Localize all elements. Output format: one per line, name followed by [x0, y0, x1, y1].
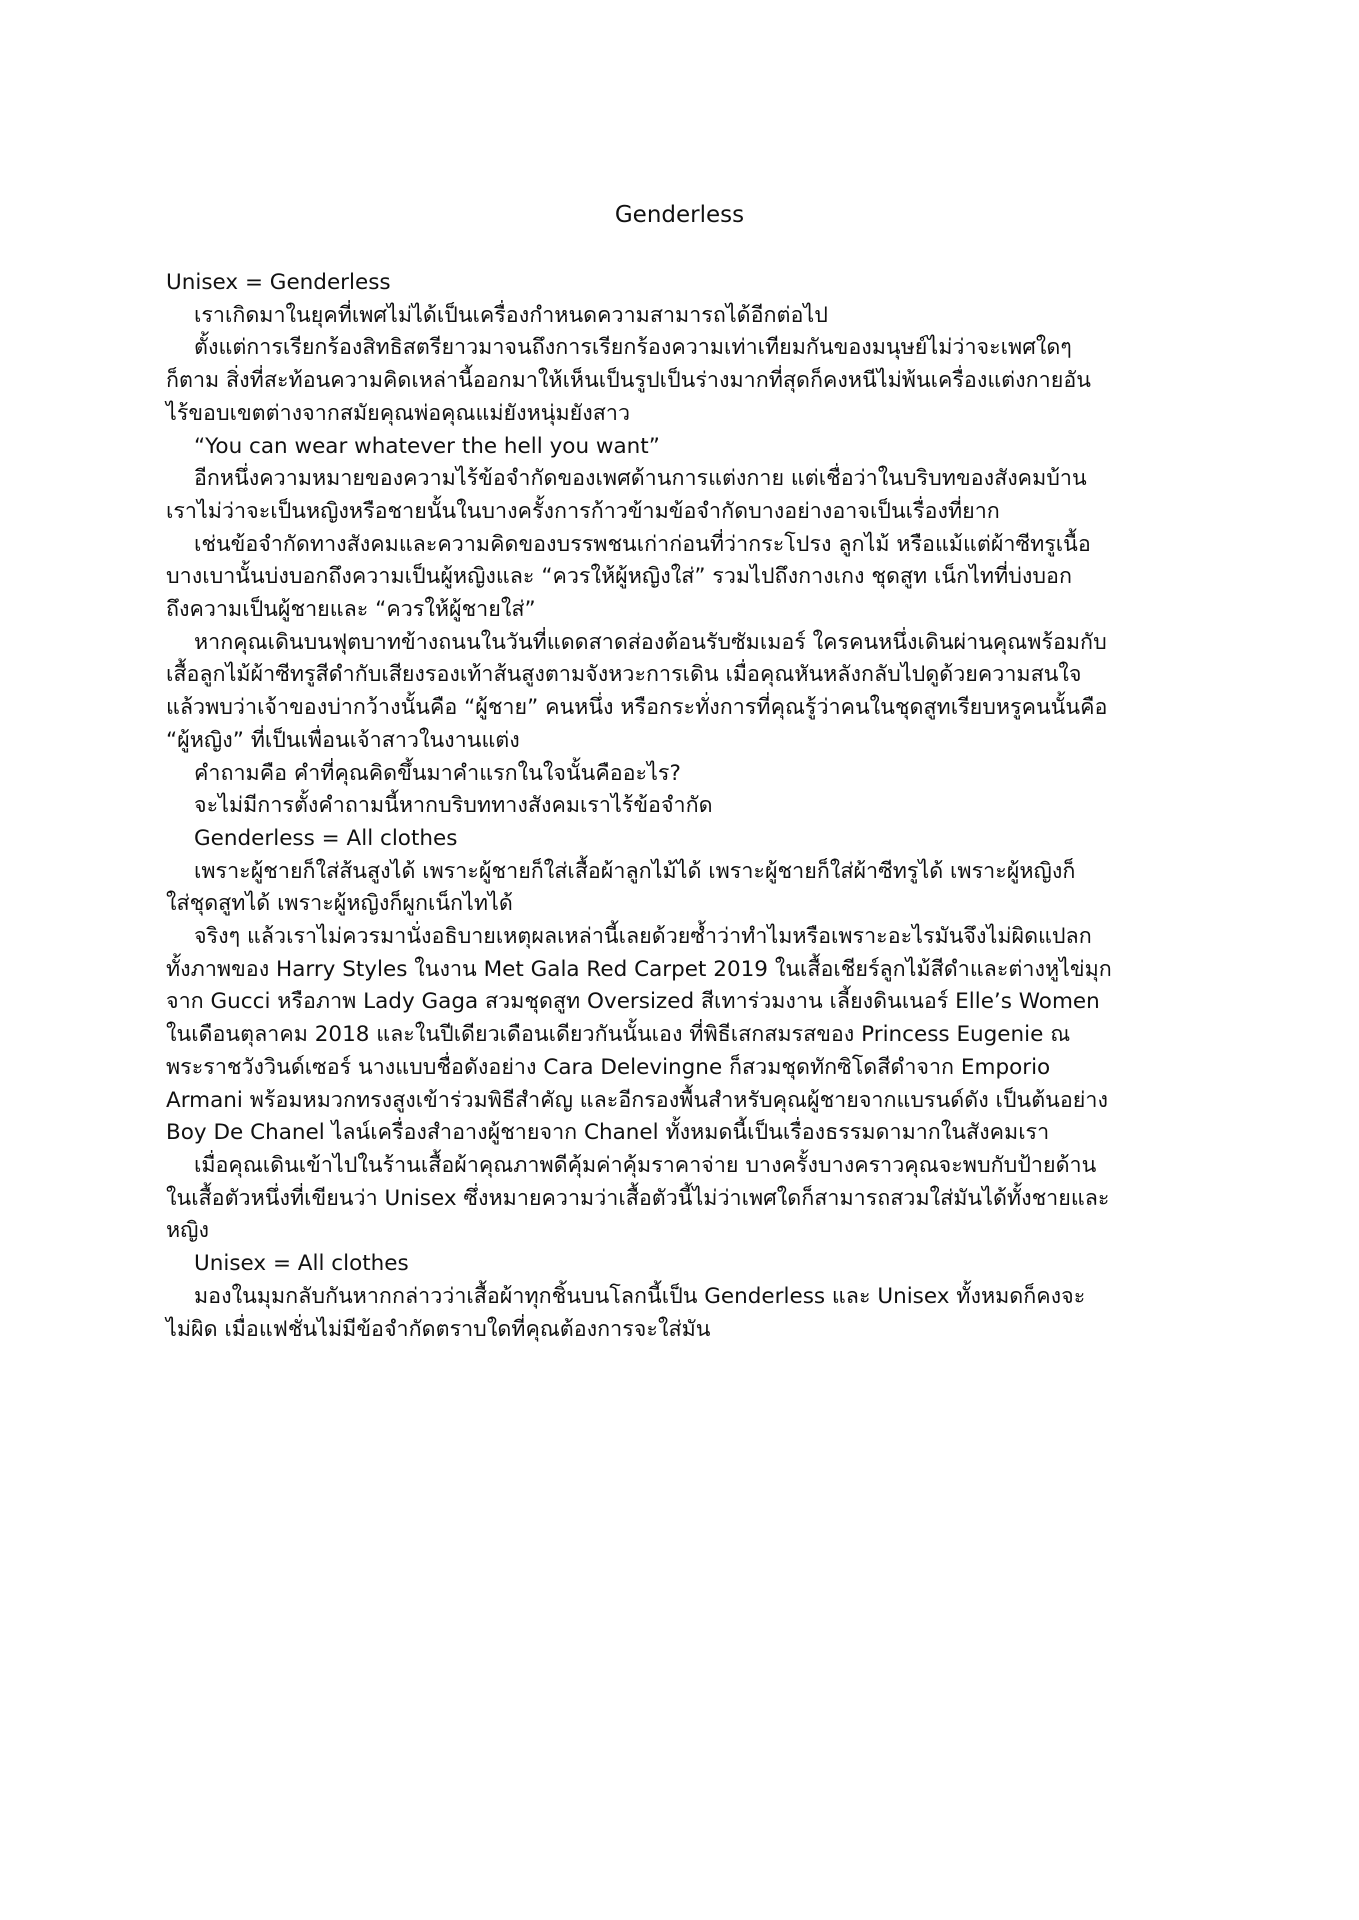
text-line: ถึงความเป็นผู้ชายและ “ควรให้ผู้ชายใส่”: [166, 597, 536, 623]
text-line: แล้วพบว่าเจ้าของบ่ากว้างนั้นคือ “ผู้ชาย” คนหนึ่ง หรือกระทั่งการที่คุณรู้ว่าคนในชุดสูทเรียบหรูคนนั้นคือ: [166, 695, 1108, 721]
paragraph: [166, 790, 1196, 823]
text-line: เราเกิดมาในยุคที่เพศไม่ได้เป็นเครื่องกำหนดความสามารถได้อีกต่อไป: [194, 302, 828, 328]
text-line: เมื่อคุณเดินเข้าไปในร้านเสื้อผ้าคุณภาพดีคุ้มค่าคุ้มราคาจ่าย บางครั้งบางคราวคุณจะพบกับป้ายด้าน: [194, 1152, 1097, 1178]
paragraph: [166, 463, 1196, 528]
paragraph: [166, 823, 1196, 856]
text-line: ในเสื้อตัวหนึ่งที่เขียนว่า Unisex ซึ่งหมายความว่าเสื้อตัวนี้ไม่ว่าเพศใดก็สามารถสวมใส่มันได้ทั้งชายและ: [166, 1185, 1110, 1211]
text-line: คำถามคือ คำที่คุณคิดขึ้นมาคำแรกในใจนั้นคืออะไร?: [194, 760, 681, 786]
text-line: ไม่ผิด เมื่อแฟชั่นไม่มีข้อจำกัดตราบใดที่คุณต้องการจะใส่มัน: [166, 1316, 711, 1342]
paragraph: [166, 1150, 1196, 1248]
paragraph: [166, 627, 1196, 758]
text-line: พระราชวังวินด์เซอร์ นางแบบชื่อดังอย่าง Cara Delevingne ก็สวมชุดทักซิโดสีดำจาก Emporio: [166, 1054, 1051, 1080]
text-line: Genderless = All clothes: [194, 825, 458, 851]
text-line: ทั้งภาพของ Harry Styles ในงาน Met Gala Red Carpet 2019 ในเสื้อเชียร์ลูกไม้สีดำและต่างหูไข่มุก: [166, 956, 1112, 982]
text-line: Armani พร้อมหมวกทรงสูงเข้าร่วมพิธีสำคัญ และอีกรองพื้นสำหรับคุณผู้ชายจากแบรนด์ดัง เป็นต้นอย่าง: [166, 1087, 1108, 1113]
text-line: Unisex = Genderless: [166, 270, 391, 295]
text-line: ใส่ชุดสูทได้ เพราะผู้หญิงก็ผูกเน็กไทได้: [166, 891, 513, 917]
text-line: บางเบานั้นบ่งบอกถึงความเป็นผู้หญิงและ “ควรให้ผู้หญิงใส่” รวมไปถึงกางเกง ชุดสูท เน็กไทที่บ่งบอก: [166, 564, 1072, 590]
paragraph: [166, 431, 1196, 464]
text-line: ไร้ขอบเขตต่างจากสมัยคุณพ่อคุณแม่ยังหนุ่มยังสาว: [166, 400, 631, 426]
article-body: [166, 267, 1196, 1346]
paragraph: [166, 1248, 1196, 1281]
text-line: “You can wear whatever the hell you want”: [194, 433, 660, 459]
text-line: จาก Gucci หรือภาพ Lady Gaga สวมชุดสูท Oversized สีเทาร่วมงาน เลี้ยงดินเนอร์ Elle’s Women: [166, 989, 1100, 1015]
text-line: มองในมุมกลับกันหากกล่าวว่าเสื้อผ้าทุกชิ้นบนโลกนี้เป็น Genderless และ Unisex ทั้งหมดก็คงจะ: [194, 1283, 1086, 1309]
paragraph: [166, 1281, 1196, 1346]
text-line: Boy De Chanel ไลน์เครื่องสำอางผู้ชายจาก Chanel ทั้งหมดนี้เป็นเรื่องธรรมดามากในสังคมเรา: [166, 1120, 1050, 1146]
text-line: จริงๆ แล้วเราไม่ควรมานั่งอธิบายเหตุผลเหล่านี้เลยด้วยซ้ำว่าทำไมหรือเพราะอะไรมันจึงไม่ผิดแปลก: [194, 924, 1092, 950]
paragraph: [166, 529, 1196, 627]
text-line: เพราะผู้ชายก็ใส่ส้นสูงได้ เพราะผู้ชายก็ใส่เสื้อผ้าลูกไม้ได้ เพราะผู้ชายก็ใส่ผ้าซีทรูได้ เพราะผู้หญิงก็: [194, 858, 1076, 884]
text-line: ในเดือนตุลาคม 2018 และในปีเดียวเดือนเดียวกันนั้นเอง ที่พิธีเสกสมรสของ Princess Eugenie ณ: [166, 1022, 1071, 1048]
text-line: หญิง: [166, 1218, 209, 1244]
text-line: อีกหนึ่งความหมายของความไร้ข้อจำกัดของเพศด้านการแต่งกาย แต่เชื่อว่าในบริบทของสังคมบ้าน: [194, 466, 1087, 492]
text-line: เสื้อลูกไม้ผ้าซีทรูสีดำกับเสียงรองเท้าส้นสูงตามจังหวะการเดิน เมื่อคุณหันหลังกลับไปดูด้วยความสนใจ: [166, 662, 1082, 688]
paragraph: [166, 758, 1196, 791]
paragraph: [166, 856, 1196, 921]
text-line: เช่นข้อจำกัดทางสังคมและความคิดของบรรพชนเก่าก่อนที่ว่ากระโปรง ลูกไม้ หรือแม้แต่ผ้าซีทรูเนื้อ: [194, 531, 1091, 557]
paragraph: [166, 300, 1196, 333]
text-line: “ผู้หญิง” ที่เป็นเพื่อนเจ้าสาวในงานแต่ง: [166, 727, 520, 753]
paragraph: [166, 332, 1196, 430]
text-line: เราไม่ว่าจะเป็นหญิงหรือชายนั้นในบางครั้งการก้าวข้ามข้อจำกัดบางอย่างอาจเป็นเรื่องที่ยาก: [166, 498, 1000, 524]
page-title: Genderless: [614, 202, 745, 228]
text-line: Unisex = All clothes: [194, 1251, 409, 1277]
text-line: จะไม่มีการตั้งคำถามนี้หากบริบททางสังคมเราไร้ข้อจำกัด: [194, 793, 713, 819]
text-line: ก็ตาม สิ่งที่สะท้อนความคิดเหล่านี้ออกมาให้เห็นเป็นรูปเป็นร่างมากที่สุดก็คงหนีไม่พ้นเครื่องแต่งกายอัน: [166, 368, 1091, 394]
text-line: หากคุณเดินบนฟุตบาทข้างถนนในวันที่แดดสาดส่องต้อนรับซัมเมอร์ ใครคนหนึ่งเดินผ่านคุณพร้อมกับ: [194, 629, 1107, 655]
paragraph: [166, 921, 1196, 1150]
text-line: ตั้งแต่การเรียกร้องสิทธิสตรียาวมาจนถึงการเรียกร้องความเท่าเทียมกันของมนุษย์ไม่ว่าจะเพศใดๆ: [194, 335, 1072, 361]
paragraph: [166, 267, 1196, 300]
